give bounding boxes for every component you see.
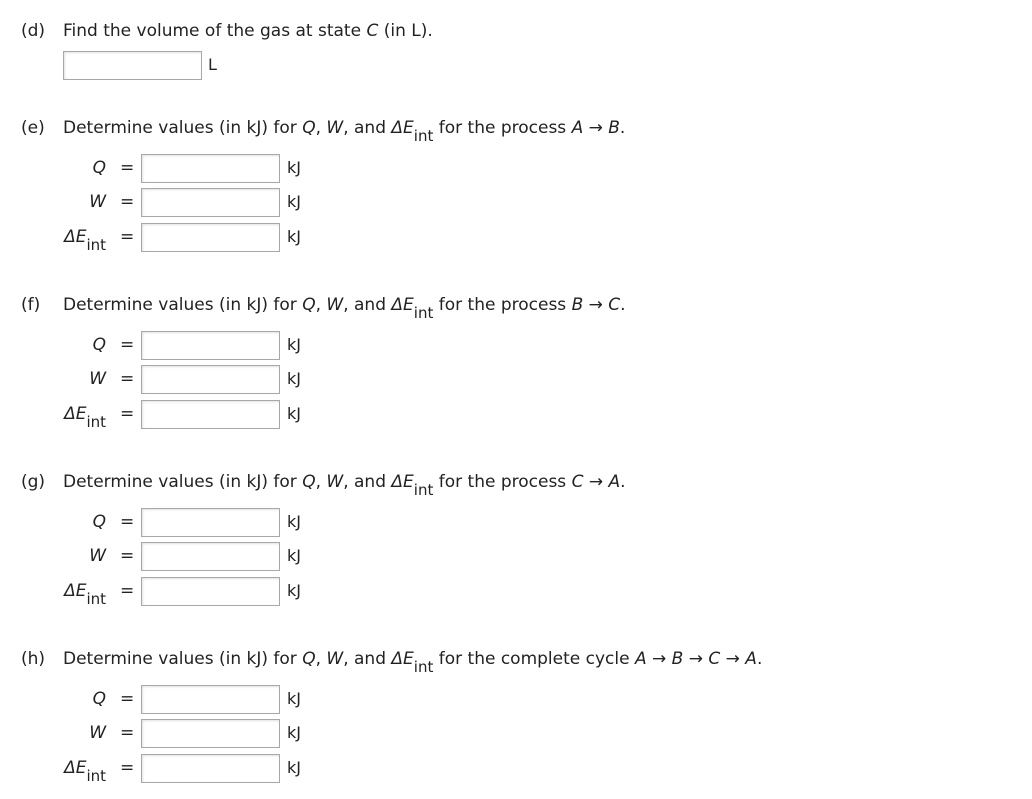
subscript-int: int (86, 767, 106, 785)
question-text-post: for the process (433, 118, 572, 138)
subscript-int: int (413, 658, 434, 676)
variable-q: Q (302, 295, 316, 315)
period: . (756, 649, 763, 669)
question-tag: (f) (21, 295, 41, 315)
label-w: W (89, 369, 106, 389)
q-answer-input[interactable] (141, 331, 280, 360)
variable-w: W (326, 118, 344, 138)
eint-answer-input[interactable] (141, 400, 280, 429)
variable-c: C (366, 21, 379, 41)
kj-unit-label: kJ (287, 689, 301, 708)
volume-answer-input[interactable] (63, 51, 202, 80)
subscript-int: int (86, 590, 106, 608)
delta-e-symbol: ΔE (64, 227, 87, 247)
label-w: W (89, 723, 106, 743)
subscript-int: int (86, 413, 106, 431)
variable-delta-e: ΔE (391, 295, 414, 315)
equals-sign: = (120, 512, 135, 532)
eint-answer-input[interactable] (141, 754, 280, 783)
question-text-post: for the process (433, 295, 572, 315)
question-text-pre: Determine values (in kJ) for (63, 649, 303, 669)
separator: , and (343, 649, 392, 669)
equals-sign: = (120, 335, 135, 355)
label-q: Q (92, 335, 106, 355)
question-text-pre: Determine values (in kJ) for (63, 118, 303, 138)
label-delta-e-int (36, 227, 106, 254)
kj-unit-label: kJ (287, 723, 301, 742)
equals-sign: = (120, 158, 135, 178)
q-answer-input[interactable] (141, 508, 280, 537)
question-h (21, 649, 763, 676)
w-answer-input[interactable] (141, 188, 280, 217)
w-answer-input[interactable] (141, 542, 280, 571)
period: . (620, 472, 626, 492)
process-label: A → B (571, 118, 620, 138)
variable-q: Q (302, 118, 316, 138)
variable-delta-e: ΔE (391, 118, 414, 138)
question-text-pre: Find the volume of the gas at state (63, 21, 367, 41)
equals-sign: = (120, 758, 135, 778)
question-text-pre: Determine values (in kJ) for (63, 295, 303, 315)
equals-sign: = (120, 192, 135, 212)
subscript-int: int (86, 236, 106, 254)
q-answer-input[interactable] (141, 154, 280, 183)
kj-unit-label: kJ (287, 581, 301, 600)
question-tag: (d) (21, 21, 46, 41)
separator: , and (343, 472, 392, 492)
variable-q: Q (302, 472, 316, 492)
variable-delta-e: ΔE (391, 472, 414, 492)
period: . (620, 295, 626, 315)
question-text-post: for the process (433, 472, 572, 492)
kj-unit-label: kJ (287, 158, 301, 177)
variable-q: Q (302, 649, 316, 669)
variable-w: W (326, 472, 344, 492)
process-label: B → C (571, 295, 621, 315)
variable-w: W (326, 295, 344, 315)
w-answer-input[interactable] (141, 365, 280, 394)
subscript-int: int (413, 127, 434, 145)
question-tag: (g) (21, 472, 46, 492)
equals-sign: = (120, 404, 135, 424)
question-tag: (h) (21, 649, 46, 669)
equals-sign: = (120, 723, 135, 743)
separator: , and (343, 118, 392, 138)
equals-sign: = (120, 689, 135, 709)
kj-unit-label: kJ (287, 404, 301, 423)
equals-sign: = (120, 581, 135, 601)
label-delta-e-int (36, 758, 106, 785)
question-text-pre: Determine values (in kJ) for (63, 472, 303, 492)
separator: , (315, 118, 327, 138)
separator: , and (343, 295, 392, 315)
kj-unit-label: kJ (287, 369, 301, 388)
separator: , (315, 649, 327, 669)
label-q: Q (92, 512, 106, 532)
separator: , (315, 472, 327, 492)
period: . (619, 118, 626, 138)
subscript-int: int (413, 481, 434, 499)
equals-sign: = (120, 369, 135, 389)
kj-unit-label: kJ (287, 546, 301, 565)
label-delta-e-int (36, 404, 106, 431)
equals-sign: = (120, 227, 135, 247)
label-w: W (89, 546, 106, 566)
question-e (21, 118, 626, 145)
label-q: Q (92, 689, 106, 709)
eint-answer-input[interactable] (141, 223, 280, 252)
variable-w: W (326, 649, 344, 669)
q-answer-input[interactable] (141, 685, 280, 714)
kj-unit-label: kJ (287, 227, 301, 246)
question-g (21, 472, 626, 499)
eint-answer-input[interactable] (141, 577, 280, 606)
kj-unit-label: kJ (287, 192, 301, 211)
subscript-int: int (413, 304, 434, 322)
process-label: C → A (571, 472, 621, 492)
kj-unit-label: kJ (287, 512, 301, 531)
question-tag: (e) (21, 118, 45, 138)
separator: , (315, 295, 327, 315)
volume-unit-label: L (208, 55, 217, 74)
equals-sign: = (120, 546, 135, 566)
kj-unit-label: kJ (287, 335, 301, 354)
w-answer-input[interactable] (141, 719, 280, 748)
delta-e-symbol: ΔE (64, 758, 87, 778)
question-text-post: for the complete cycle (433, 649, 635, 669)
kj-unit-label: kJ (287, 758, 301, 777)
variable-delta-e: ΔE (391, 649, 414, 669)
label-delta-e-int (36, 581, 106, 608)
question-d (21, 21, 433, 41)
process-label: A → B → C → A (634, 649, 757, 669)
label-w: W (89, 192, 106, 212)
label-q: Q (92, 158, 106, 178)
delta-e-symbol: ΔE (64, 581, 87, 601)
question-text-post: (in L). (378, 21, 433, 41)
question-f (21, 295, 626, 322)
delta-e-symbol: ΔE (64, 404, 87, 424)
